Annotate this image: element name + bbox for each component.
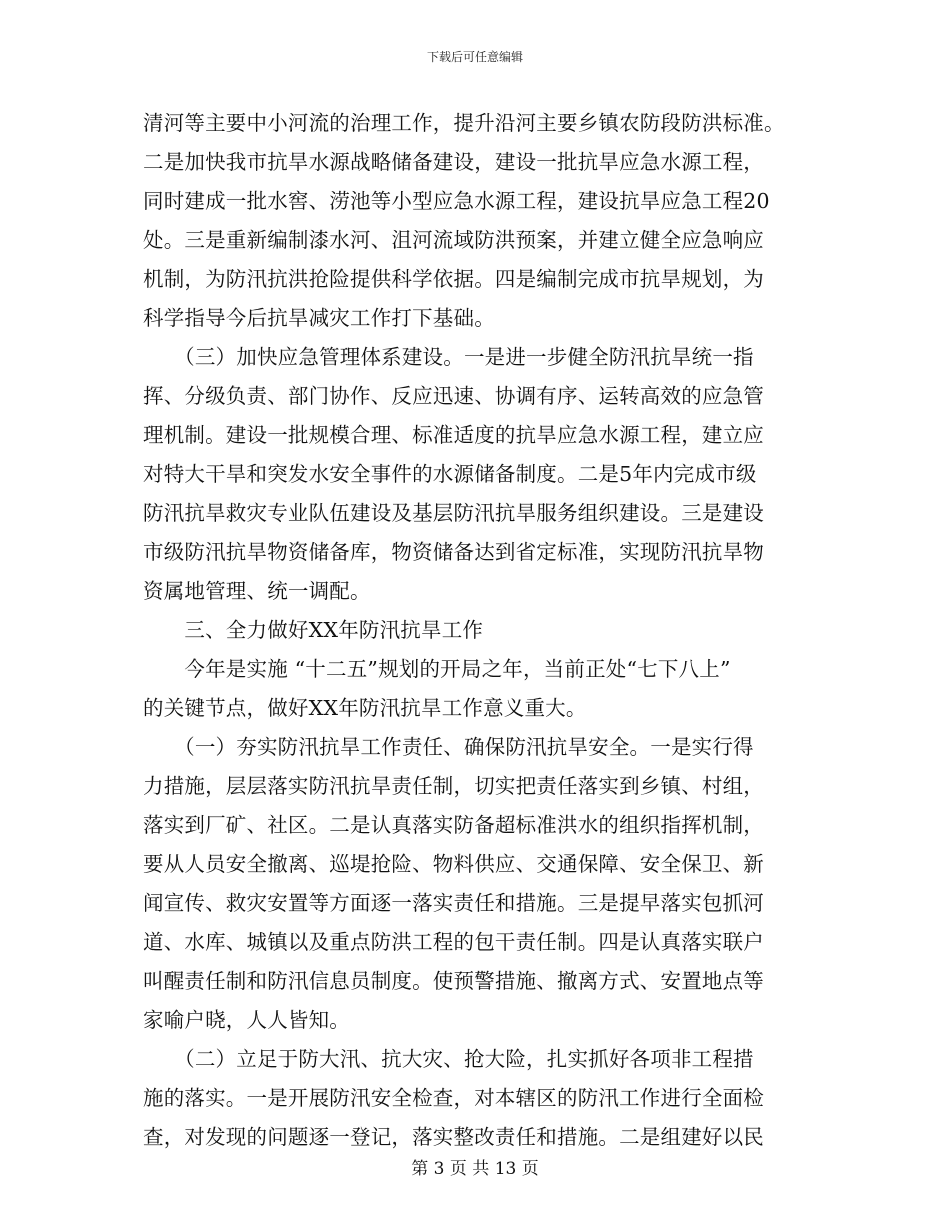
text-line-11: 防汛抗旱救灾专业队伍建设及基层防汛抗旱服务组织建设。三是建设 [143, 501, 764, 525]
text-line-7: （三）加快应急管理体系建设。一是进一步健全防汛抗旱统一指 [143, 345, 754, 369]
text-line-17: （一）夯实防汛抗旱工作责任、确保防汛抗旱安全。一是实行得 [143, 735, 754, 759]
text-line-19: 落实到厂矿、社区。二是认真落实防备超标准洪水的组织指挥机制， [143, 813, 764, 837]
text-line-13: 资属地管理、统一调配。 [143, 579, 371, 603]
text-line-15: 今年是实施 “十二五”规划的开局之年，当前正处“七下八上” [143, 657, 731, 681]
text-line-16: 的关键节点，做好XX年防汛抗旱工作意义重大。 [143, 696, 587, 720]
text-line-18: 力措施，层层落实防汛抗旱责任制，切实把责任落实到乡镇、村组， [143, 774, 764, 798]
text-line-23: 叫醒责任制和防汛信息员制度。使预警措施、撤离方式、安置地点等 [143, 969, 764, 993]
document-body [143, 104, 803, 1157]
page-number: 第 3 页 共 13 页 [411, 1159, 539, 1179]
text-line-26: 施的落实。一是开展防汛安全检查，对本辖区的防汛工作进行全面检 [143, 1086, 764, 1110]
text-line-22: 道、水库、城镇以及重点防洪工程的包干责任制。四是认真落实联户 [143, 930, 764, 954]
text-line-20: 要从人员安全撤离、巡堤抢险、物料供应、交通保障、安全保卫、新 [143, 852, 764, 876]
text-line-9: 理机制。建设一批规模合理、标准适度的抗旱应急水源工程，建立应 [143, 423, 764, 447]
text-line-25: （二）立足于防大汛、抗大灾、抢大险，扎实抓好各项非工程措 [143, 1047, 754, 1071]
text-line-4: 处。三是重新编制漆水河、沮河流域防洪预案，并建立健全应急响应 [143, 228, 764, 252]
text-line-6: 科学指导今后抗旱减灾工作打下基础。 [143, 306, 495, 330]
page-header: 下载后可任意编辑 [426, 50, 523, 64]
text-line-21: 闻宣传、救灾安置等方面逐一落实责任和措施。三是提早落实包抓河 [143, 891, 764, 915]
text-line-5: 机制，为防汛抗洪抢险提供科学依据。四是编制完成市抗旱规划，为 [143, 267, 764, 291]
text-line-12: 市级防汛抗旱物资储备库，物资储备达到省定标准，实现防汛抗旱物 [143, 540, 764, 564]
text-line-27: 查，对发现的问题逐一登记，落实整改责任和措施。二是组建好以民 [143, 1125, 764, 1149]
text-line-8: 挥、分级负责、部门协作、反应迅速、协调有序、运转高效的应急管 [143, 384, 764, 408]
text-line-24: 家喻户晓，人人皆知。 [143, 1008, 350, 1032]
text-line-1: 清河等主要中小河流的治理工作，提升沿河主要乡镇农防段防洪标准。 [143, 111, 785, 135]
text-line-10: 对特大干旱和突发水安全事件的水源储备制度。二是5年内完成市级 [143, 462, 757, 486]
text-line-2: 二是加快我市抗旱水源战略储备建设，建设一批抗旱应急水源工程， [143, 150, 764, 174]
text-line-3: 同时建成一批水窖、涝池等小型应急水源工程，建设抗旱应急工程20 [143, 189, 770, 213]
section-heading: 三、全力做好XX年防汛抗旱工作 [143, 618, 484, 642]
